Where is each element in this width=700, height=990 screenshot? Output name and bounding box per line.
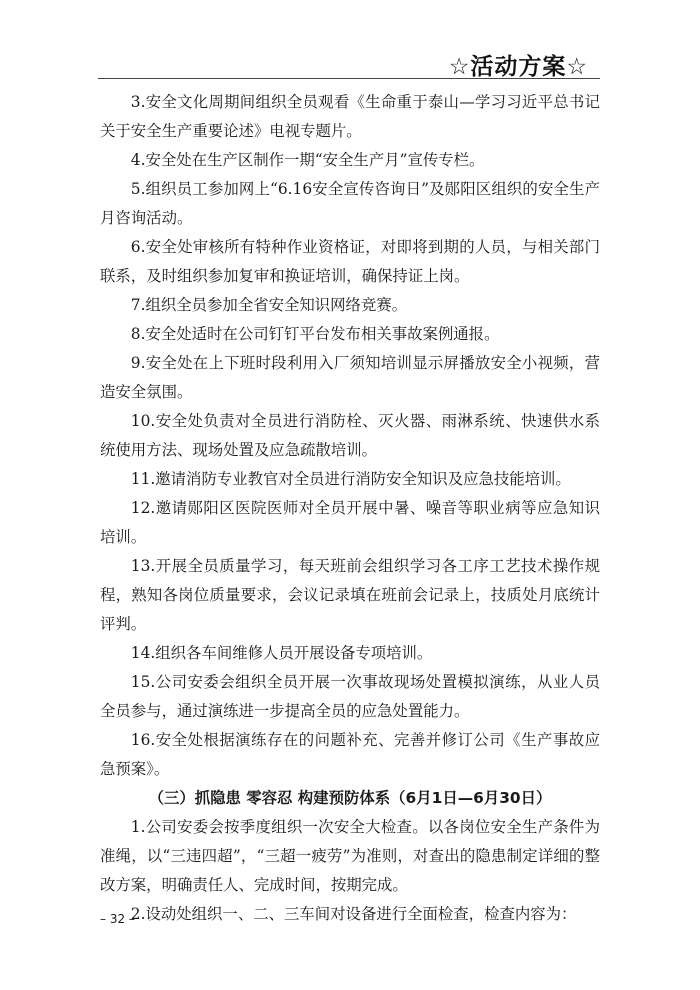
paragraph-item-8: 8.安全处适时在公司钉钉平台发布相关事故案例通报。 [130, 325, 500, 343]
paragraph-item-15: 15.公司安委会组织全员开展一次事故现场处置模拟演练，从业人员全员参与，通过演练进一步提高全员的应急处置能力。 [100, 673, 600, 720]
paragraph-item-7: 7.组织全员参加全省安全知识网络竞赛。 [130, 296, 408, 314]
paragraph-item-10: 10.安全处负责对全员进行消防栓、灭火器、雨淋系统、快速供水系统使用方法、现场处置及应急疏散培训。 [100, 412, 600, 459]
paragraph-item-11: 11.邀请消防专业教官对全员进行消防安全知识及应急技能培训。 [130, 470, 571, 488]
paragraph-item-4: 4.安全处在生产区制作一期“安全生产月”宣传专栏。 [130, 151, 485, 169]
header-divider [98, 78, 600, 79]
paragraph-item-12: 12.邀请郧阳区医院医师对全员开展中暑、噪音等职业病等应急知识培训。 [100, 499, 600, 546]
section-heading: （三）抓隐患 零容忍 构建预防体系（6月1日—6月30日） [148, 789, 552, 807]
section-paragraph-2: 2.设动处组织一、二、三车间对设备进行全面检查，检查内容为： [130, 905, 577, 923]
paragraph-item-9: 9.安全处在上下班时段利用入厂须知培训显示屏播放安全小视频，营造安全氛围。 [100, 354, 600, 401]
section-paragraph-1: 1.公司安委会按季度组织一次安全大检查。以各岗位安全生产条件为准绳，以“三违四超”，“三超一疲劳”为准则，对查出的隐患制定详细的整改方案，明确责任人、完成时间，按期完成。 [100, 818, 600, 894]
header-title: ☆活动方案☆ [448, 54, 588, 80]
paragraph-item-13: 13.开展全员质量学习，每天班前会组织学习各工序工艺技术操作规程，熟知各岗位质量要求，会议记录填在班前会记录上，技质处月底统计评判。 [100, 557, 600, 633]
page-number: – 32 – [100, 912, 135, 926]
document-body [100, 88, 600, 929]
paragraph-item-6: 6.安全处审核所有特种作业资格证，对即将到期的人员，与相关部门联系，及时组织参加复审和换证培训，确保持证上岗。 [100, 238, 600, 285]
paragraph-item-14: 14.组织各车间维修人员开展设备专项培训。 [130, 644, 433, 662]
paragraph-item-5: 5.组织员工参加网上“6.16安全宣传咨询日”及郧阳区组织的安全生产月咨询活动。 [100, 180, 600, 227]
paragraph-item-16: 16.安全处根据演练存在的问题补充、完善并修订公司《生产事故应急预案》。 [100, 731, 600, 778]
paragraph-item-3: 3.安全文化周期间组织全员观看《生命重于泰山—学习习近平总书记关于安全生产重要论述》电视专题片。 [100, 93, 600, 140]
